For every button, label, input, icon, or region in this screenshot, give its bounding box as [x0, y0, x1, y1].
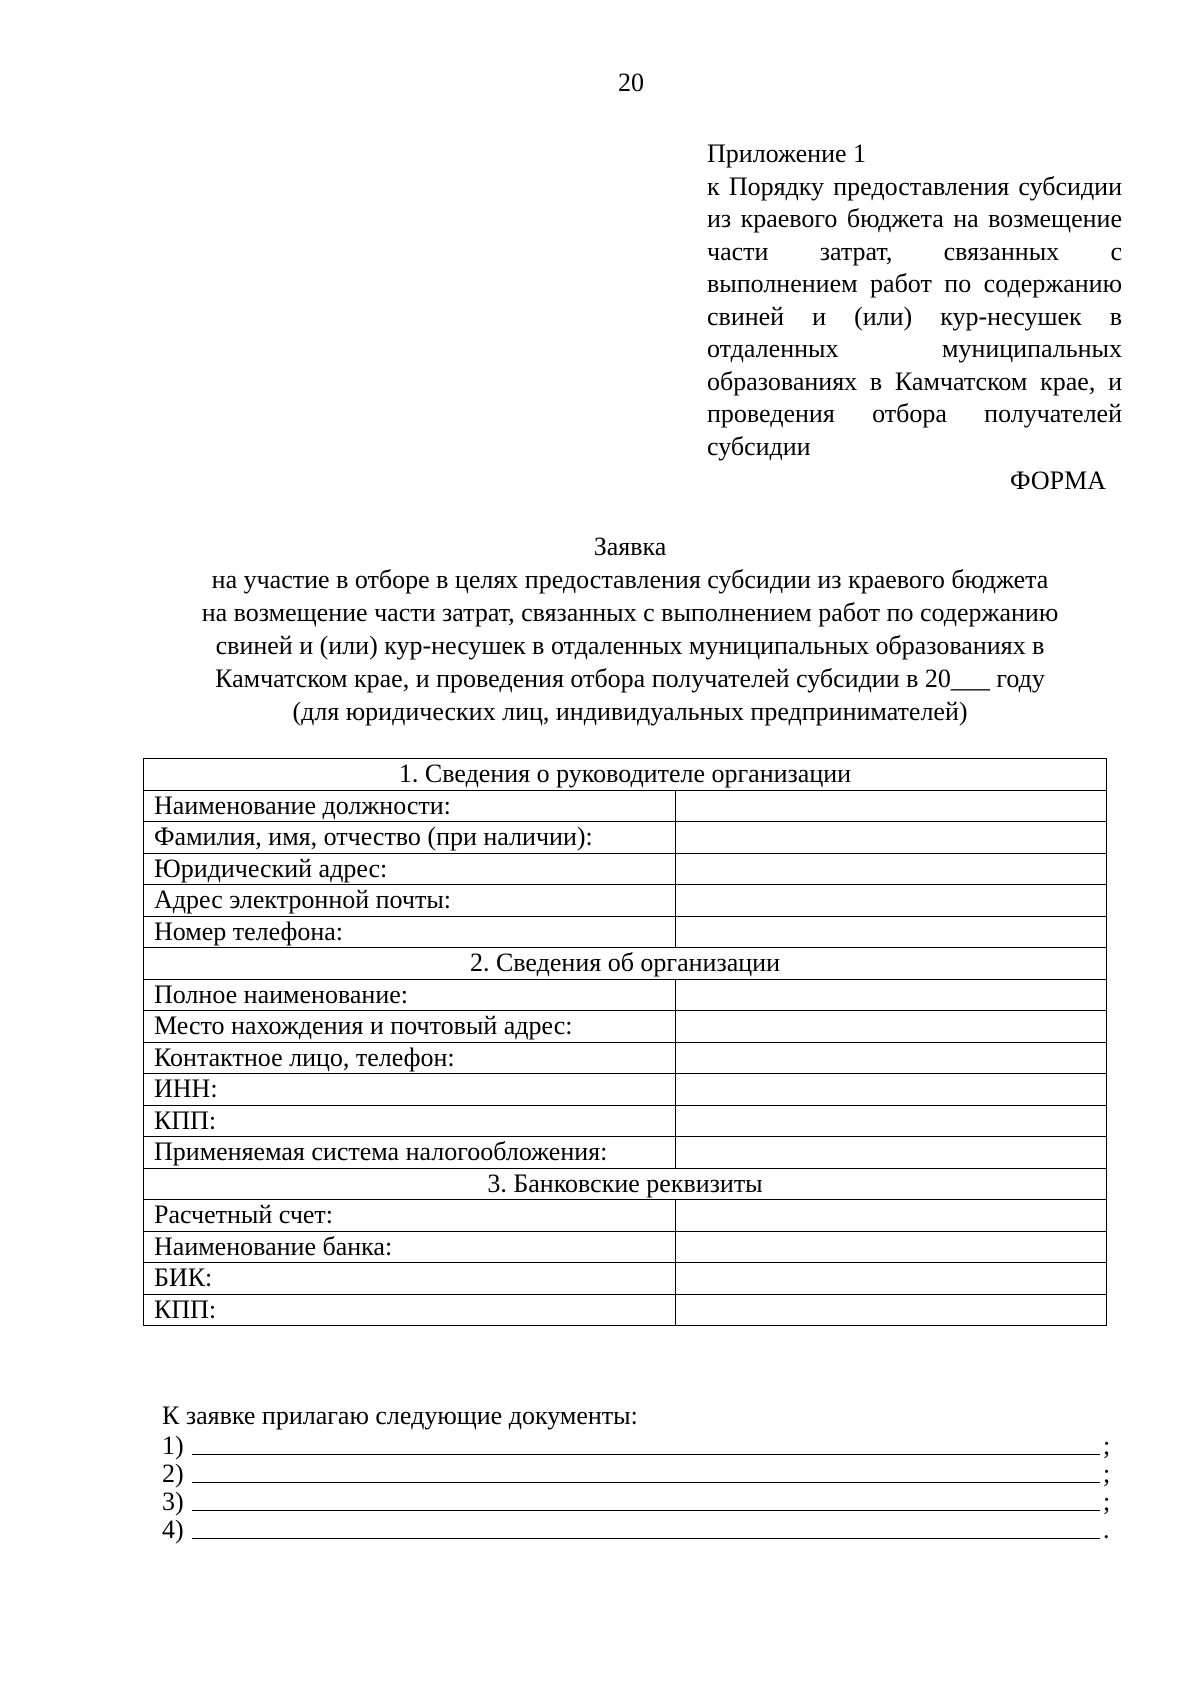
field-label: КПП: — [144, 1105, 676, 1137]
item-end-mark: . — [1103, 1515, 1110, 1544]
attached-documents — [162, 1400, 1122, 1544]
inn-value-cell[interactable] — [676, 1074, 1107, 1106]
table-row — [144, 916, 1107, 948]
field-label: Наименование банка: — [144, 1231, 676, 1263]
field-label: Наименование должности: — [144, 790, 676, 822]
document-blank-line[interactable] — [192, 1538, 1100, 1539]
email-value-cell[interactable] — [676, 885, 1107, 917]
kpp-value-cell[interactable] — [676, 1105, 1107, 1137]
section-title-manager: 1. Сведения о руководителе организации — [144, 759, 1107, 791]
field-label: Контактное лицо, телефон: — [144, 1042, 676, 1074]
field-label: Применяемая система налогообложения: — [144, 1137, 676, 1169]
legal-address-value-cell[interactable] — [676, 853, 1107, 885]
bank-kpp-value-cell[interactable] — [676, 1294, 1107, 1326]
table-row — [144, 1263, 1107, 1295]
page-number: 20 — [618, 68, 644, 97]
table-row — [144, 790, 1107, 822]
full-name-value-cell[interactable] — [676, 822, 1107, 854]
list-item — [162, 1432, 1122, 1460]
field-label: Номер телефона: — [144, 916, 676, 948]
section-header-row — [144, 1168, 1107, 1200]
heading-subtitle: (для юридических лиц, индивидуальных предпринимателей) — [292, 697, 968, 726]
document-blank-line[interactable] — [192, 1454, 1100, 1455]
item-number: 4) — [162, 1515, 184, 1544]
heading-line: свиней и (или) кур-несушек в отдаленных муниципальных образованиях в — [215, 631, 1045, 660]
heading-line: на возмещение части затрат, связанных с выполнением работ по содержанию — [201, 598, 1059, 627]
table-row — [144, 1137, 1107, 1169]
heading-line: на участие в отборе в целях предоставления субсидии из краевого бюджета — [211, 565, 1049, 594]
table-row — [144, 853, 1107, 885]
item-end-mark: ; — [1103, 1459, 1111, 1488]
appendix-title: Приложение 1 — [707, 139, 867, 168]
application-heading — [140, 530, 1120, 728]
position-value-cell[interactable] — [676, 790, 1107, 822]
field-label: Место нахождения и почтовый адрес: — [144, 1011, 676, 1043]
contact-person-value-cell[interactable] — [676, 1042, 1107, 1074]
field-label: ИНН: — [144, 1074, 676, 1106]
field-label: БИК: — [144, 1263, 676, 1295]
list-item — [162, 1488, 1122, 1516]
document-blank-line[interactable] — [192, 1482, 1100, 1483]
document-blank-line[interactable] — [192, 1510, 1100, 1511]
postal-address-value-cell[interactable] — [676, 1011, 1107, 1043]
field-label: Адрес электронной почты: — [144, 885, 676, 917]
heading-title: Заявка — [593, 532, 667, 561]
documents-intro: К заявке прилагаю следующие документы: — [162, 1401, 638, 1430]
table-row — [144, 885, 1107, 917]
table-row — [144, 979, 1107, 1011]
section-header-row — [144, 759, 1107, 791]
account-value-cell[interactable] — [676, 1200, 1107, 1232]
heading-line: Камчатском крае, и проведения отбора получателей субсидии в 20___ году — [215, 664, 1045, 693]
table-row — [144, 1074, 1107, 1106]
bik-value-cell[interactable] — [676, 1263, 1107, 1295]
table-row — [144, 1042, 1107, 1074]
field-label: Полное наименование: — [144, 979, 676, 1011]
section-title-bank: 3. Банковские реквизиты — [144, 1168, 1107, 1200]
list-item — [162, 1516, 1122, 1544]
field-label: Фамилия, имя, отчество (при наличии): — [144, 822, 676, 854]
field-label: Юридический адрес: — [144, 853, 676, 885]
table-row — [144, 1294, 1107, 1326]
item-number: 1) — [162, 1431, 184, 1460]
item-end-mark: ; — [1103, 1487, 1111, 1516]
org-full-name-value-cell[interactable] — [676, 979, 1107, 1011]
forma-label: ФОРМА — [1010, 466, 1106, 495]
appendix-block — [707, 138, 1122, 463]
table-row — [144, 1231, 1107, 1263]
table-row — [144, 1105, 1107, 1137]
item-number: 2) — [162, 1459, 184, 1488]
field-label: КПП: — [144, 1294, 676, 1326]
application-form-table — [143, 758, 1107, 1326]
table-row — [144, 822, 1107, 854]
item-end-mark: ; — [1103, 1431, 1111, 1460]
section-title-organization: 2. Сведения об организации — [144, 948, 1107, 980]
item-number: 3) — [162, 1487, 184, 1516]
list-item — [162, 1460, 1122, 1488]
field-label: Расчетный счет: — [144, 1200, 676, 1232]
appendix-body: к Порядку предоставления субсидии из краевого бюджета на возмещение части затрат, связанных с выполнением работ по содержанию свиней и (или) кур-несушек в отдаленных муниципальных образованиях в Камчатском крае, и проведения отбора получателей субсидии — [707, 171, 1122, 461]
phone-value-cell[interactable] — [676, 916, 1107, 948]
tax-system-value-cell[interactable] — [676, 1137, 1107, 1169]
table-row — [144, 1200, 1107, 1232]
bank-name-value-cell[interactable] — [676, 1231, 1107, 1263]
section-header-row — [144, 948, 1107, 980]
table-row — [144, 1011, 1107, 1043]
